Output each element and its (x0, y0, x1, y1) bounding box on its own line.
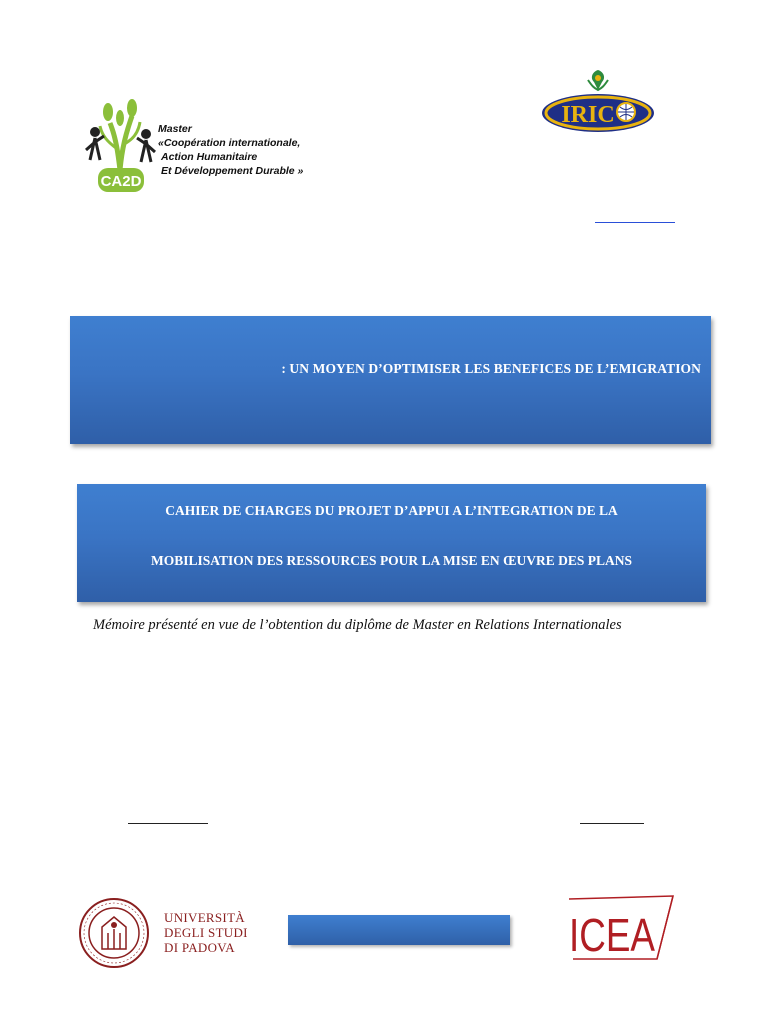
padova-seal-logo (78, 897, 150, 969)
padova-line: DI PADOVA (164, 940, 235, 955)
subtitle-line-1: CAHIER DE CHARGES DU PROJET D’APPUI A L’INTEGRATION DE LA (165, 503, 618, 518)
ca2d-badge-text: CA2D (100, 173, 142, 190)
icea-logo-text: ICEA (569, 909, 656, 961)
ca2d-caption-line: «Coopération internationale, (158, 137, 301, 149)
ca2d-logo (80, 98, 160, 198)
ca2d-caption-line: Et Développement Durable » (161, 165, 304, 177)
memoire-statement: Mémoire présenté en vue de l’obtention du diplôme de Master en Relations Internationales (93, 617, 622, 633)
ca2d-caption-line: Action Humanitaire (161, 151, 258, 163)
padova-line: UNIVERSITÀ (164, 910, 245, 925)
header-rule (595, 222, 675, 223)
ca2d-caption-line: Master (158, 123, 192, 135)
icea-logo (565, 893, 677, 963)
signature-rule-left (128, 823, 208, 824)
ca2d-logo-caption (158, 122, 328, 178)
iric-logo-text: IRIC (561, 102, 615, 128)
subtitle-banner (77, 484, 706, 602)
signature-rule-right (580, 823, 644, 824)
title-text: : UN MOYEN D’OPTIMISER LES BENEFICES DE L’EMIGRATION (281, 361, 701, 376)
iric-logo (540, 66, 656, 136)
footer-blue-bar (288, 915, 510, 945)
padova-line: DEGLI STUDI (164, 925, 248, 940)
subtitle-line-2: MOBILISATION DES RESSOURCES POUR LA MISE EN ŒUVRE DES PLANS (151, 553, 632, 568)
title-banner (70, 316, 711, 444)
padova-name (164, 910, 248, 955)
